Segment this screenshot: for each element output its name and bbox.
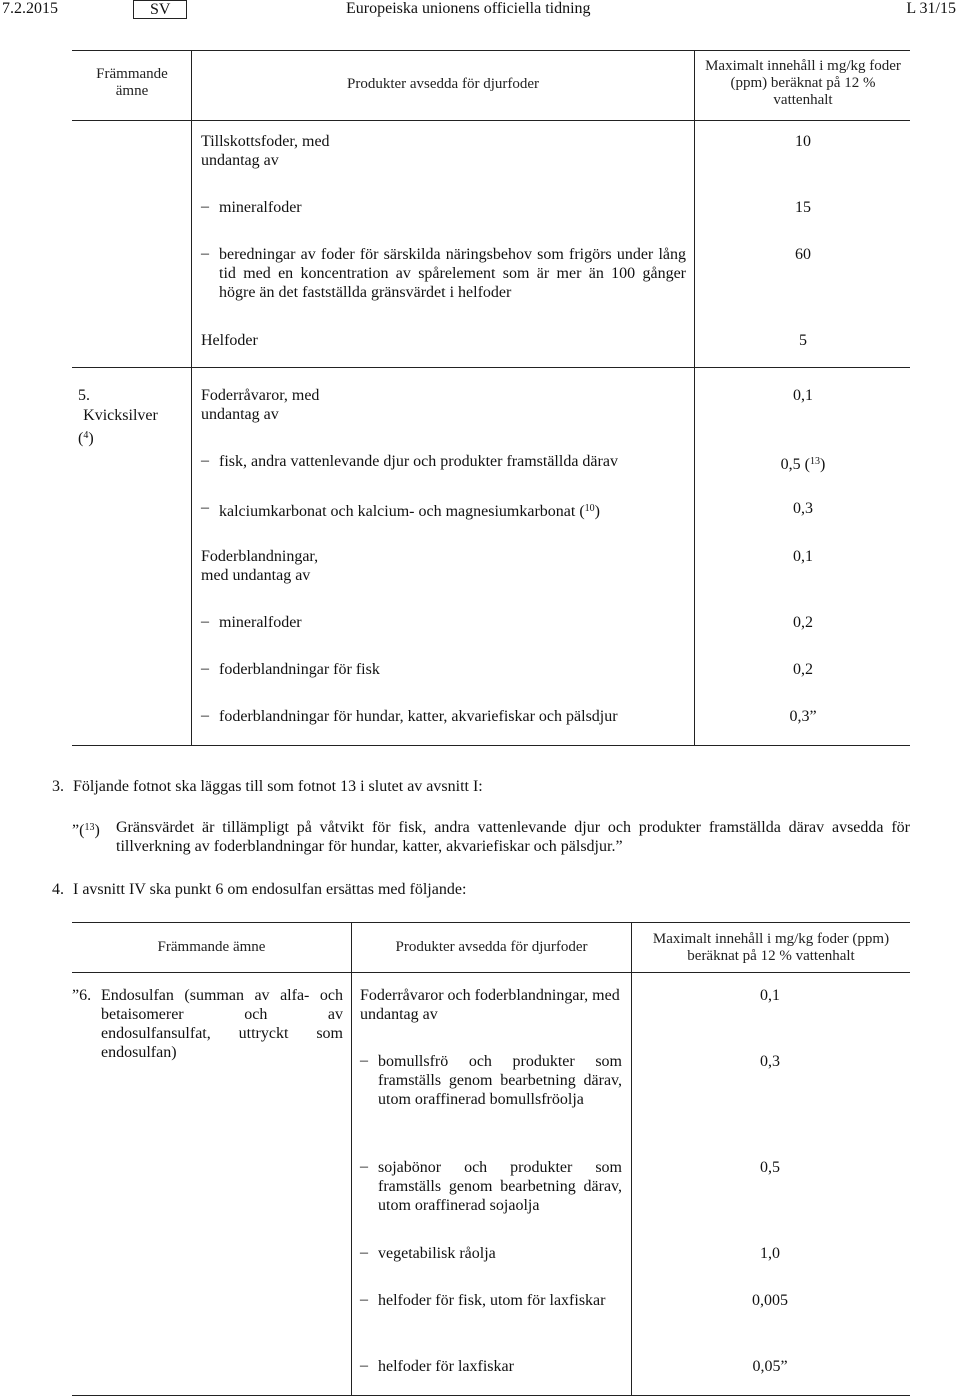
- table-row-value: 0,05”: [752, 1358, 788, 1375]
- table-row-text: foderblandningar för hundar, katter, akvariefiskar och pälsdjur: [219, 708, 618, 725]
- dash-icon: –: [360, 1357, 368, 1374]
- table-row-text: vegetabilisk råolja: [378, 1245, 496, 1262]
- table-row-value: 5: [799, 332, 807, 349]
- substance-number: ”6.: [72, 987, 92, 1004]
- dash-icon: –: [360, 1158, 368, 1175]
- table-row-text: helfoder för laxfiskar: [378, 1358, 514, 1375]
- language-badge: SV: [133, 0, 187, 19]
- table-row-value: 0,5 ($^{13}$): [780, 456, 826, 473]
- item-4-text: I avsnitt IV ska punkt 6 om endosulfan ersättas med följande:: [73, 881, 467, 898]
- table-row-text: mineralfoder: [219, 199, 302, 216]
- table-row-text: Foderblandningar, med undantag av: [201, 548, 319, 584]
- page-number: L 31/15: [906, 0, 956, 17]
- table-row-text: fisk, andra vattenlevande djur och produkter framställda därav: [219, 453, 618, 470]
- footnote-13-text: Gränsvärdet är tillämpligt på våtvikt för fisk, andra vattenlevande djur och produkter framställda därav avsedda för tillverkning av foderblandningar för hundar, katter, akvariefiskar och pälsdjur.”: [116, 819, 910, 855]
- table-row-value: 0,1: [760, 987, 780, 1004]
- dash-icon: –: [360, 1244, 368, 1261]
- table-row-text: kalciumkarbonat och kalcium- och magnesiumkarbonat ($^{10}$): [219, 503, 600, 520]
- dash-icon: –: [201, 613, 209, 630]
- table2-header-substance: Främmande ämne: [157, 939, 266, 955]
- footnote-ref: 10: [584, 503, 595, 514]
- dash-icon: –: [201, 660, 209, 677]
- table-row-value: 60: [795, 246, 811, 263]
- row-text: kalciumkarbonat och kalcium- och magnesiumkarbonat: [219, 503, 576, 520]
- table-row-value: 0,3: [793, 500, 813, 517]
- table-row-text: Foderråvaror, med undantag av: [201, 387, 320, 423]
- header-date: 7.2.2015: [2, 0, 58, 17]
- value: 0,5: [780, 456, 801, 473]
- table-row-text: Tillskottsfoder, med undantag av: [201, 133, 330, 169]
- footnote-ref: ($^4$): [78, 430, 94, 447]
- table2-header-products: Produkter avsedda för djurfoder: [395, 939, 588, 955]
- dash-icon: –: [201, 707, 209, 724]
- table-row-value: 0,2: [793, 614, 813, 631]
- table-row-value: 0,2: [793, 661, 813, 678]
- table-row-text: sojabönor och produkter som framställs genom bearbetning därav, utom oraffinerad sojaolja: [378, 1159, 622, 1214]
- table-row-text: helfoder för fisk, utom för laxfiskar: [378, 1292, 606, 1309]
- table1-header-max: Maximalt innehåll i mg/kg foder (ppm) beräknat på 12 % vattenhalt: [705, 58, 901, 108]
- table-row-value: 1,0: [760, 1245, 780, 1262]
- table2-header-max: Maximalt innehåll i mg/kg foder (ppm) beräknat på 12 % vattenhalt: [652, 931, 890, 964]
- table-row-value: 0,1: [793, 548, 813, 565]
- substance-label: 5. Kvicksilver: [78, 387, 158, 424]
- item-3-number: 3.: [52, 778, 64, 795]
- dash-icon: –: [360, 1052, 368, 1069]
- table-row-text: Foderråvaror och foderblandningar, med undantag av: [360, 987, 620, 1023]
- dash-icon: –: [360, 1291, 368, 1308]
- footnote-label: ”($^{13}$): [72, 822, 100, 839]
- table-row-value: 0,5: [760, 1159, 780, 1176]
- table-row-value: 15: [795, 199, 811, 216]
- table1-header-products: Produkter avsedda för djurfoder: [346, 76, 540, 92]
- table-row-text: Helfoder: [201, 332, 258, 349]
- table-row-value: 0,3”: [789, 708, 817, 725]
- table-row-text: foderblandningar för fisk: [219, 661, 380, 678]
- table-row-value: 0,005: [752, 1292, 788, 1309]
- substance-mercury: [78, 386, 178, 449]
- dash-icon: –: [201, 499, 209, 516]
- table-row-value: 10: [795, 133, 811, 150]
- item-4-number: 4.: [52, 881, 64, 898]
- footnote-ref: 13: [810, 456, 820, 467]
- dash-icon: –: [201, 452, 209, 469]
- table-row-text: mineralfoder: [219, 614, 302, 631]
- table-row-text: beredningar av foder för särskilda näringsbehov som frigörs under lång tid med en koncentration av spårelement som är mer än 100 gånger högre än det fastställda gränsvärdet i helfoder: [219, 246, 686, 301]
- item-3-text: Följande fotnot ska läggas till som fotnot 13 i slutet av avsnitt I:: [73, 778, 483, 795]
- table-row-text: bomullsfrö och produkter som framställs genom bearbetning därav, utom oraffinerad bomullsfröolja: [378, 1053, 622, 1108]
- dash-icon: –: [201, 198, 209, 215]
- table1-header-substance: Främmande ämne: [96, 66, 168, 99]
- journal-title: Europeiska unionens officiella tidning: [346, 0, 591, 17]
- dash-icon: –: [201, 245, 209, 262]
- table-row-value: 0,1: [793, 387, 813, 404]
- table-row-value: 0,3: [760, 1053, 780, 1070]
- substance-endosulfan: Endosulfan (summan av alfa- och betaisomerer och av endosulfansulfat, uttryckt som endosulfan): [101, 987, 343, 1061]
